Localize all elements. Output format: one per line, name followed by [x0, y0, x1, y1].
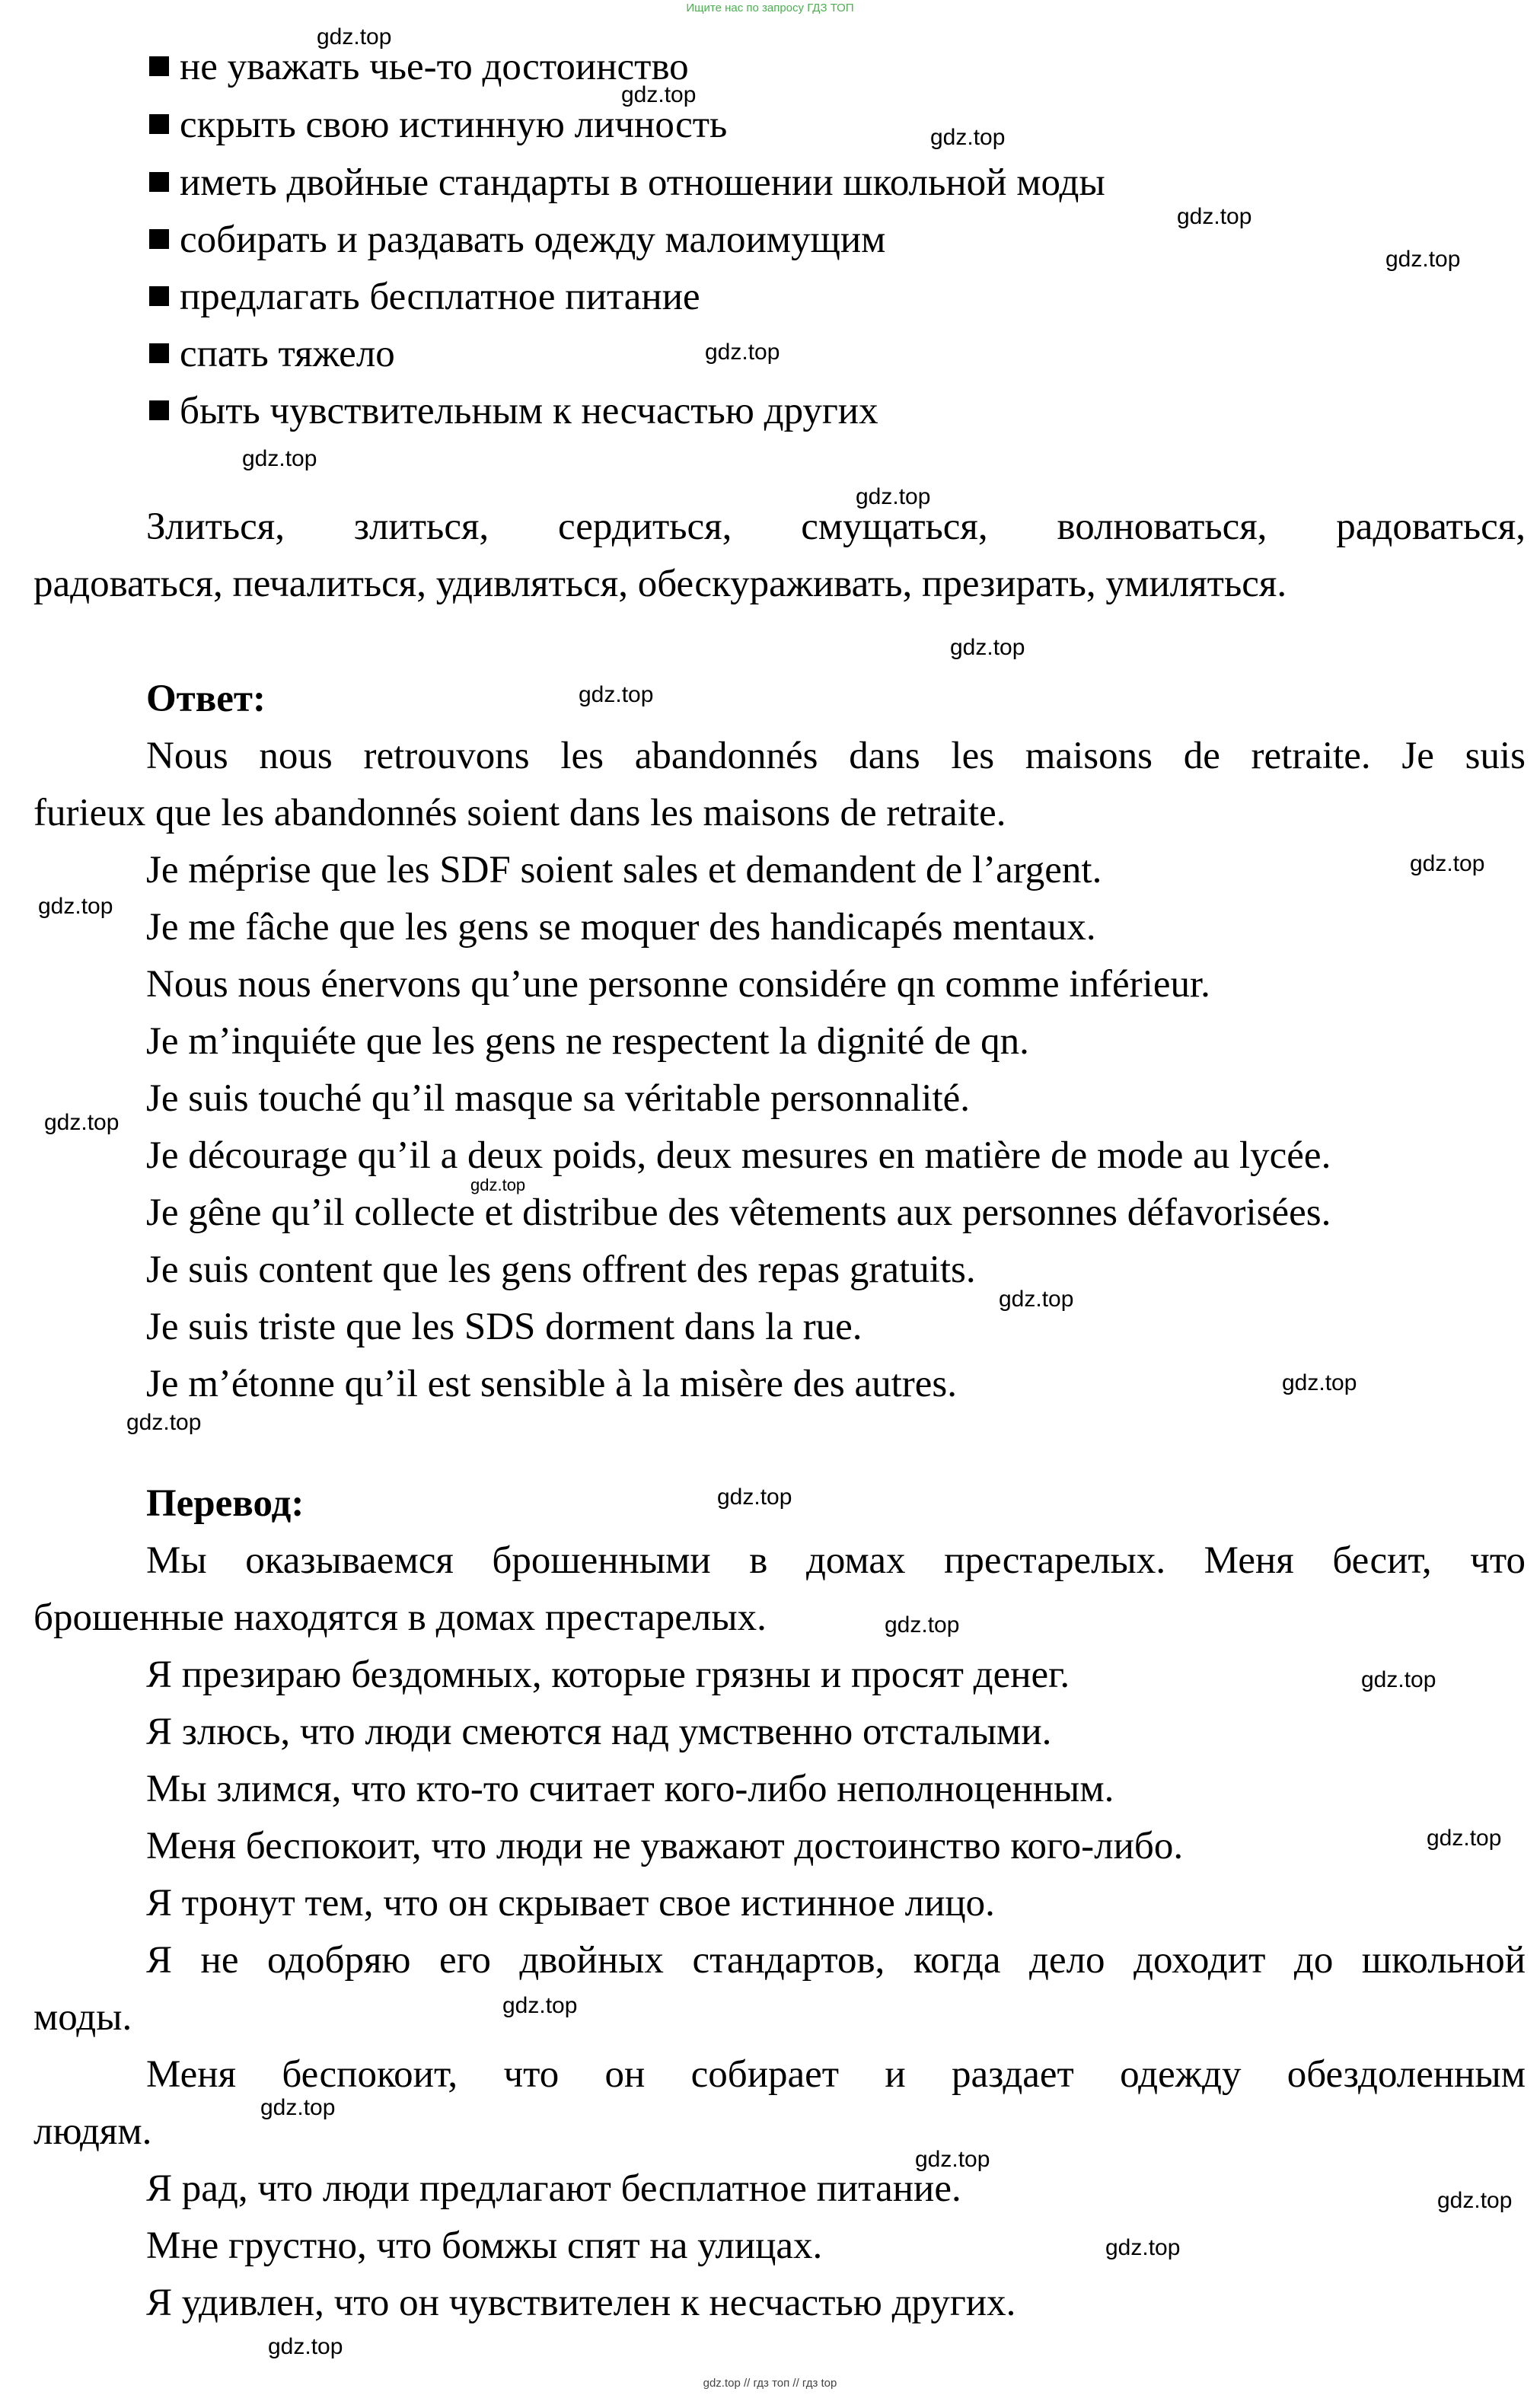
translation-paragraph-line: людям. [33, 2110, 152, 2153]
bullet-item: собирать и раздавать одежду малоимущим [149, 217, 885, 263]
answer-line: Je suis touché qu’il masque sa véritable personnalité. [146, 1077, 971, 1120]
square-bullet-icon [149, 343, 169, 363]
answer-line: Je gêne qu’il collecte et distribue des vêtements aux personnes défavorisées. [146, 1191, 1331, 1234]
watermark: gdz.top [621, 82, 697, 107]
answer-line: Je décourage qu’il a deux poids, deux mesures en matière de mode au lycée. [146, 1134, 1331, 1177]
footer-link[interactable]: gdz.top // гдз топ // гдз top [703, 2377, 837, 2390]
translation-line: Мне грустно, что бомжы спят на улицах. [146, 2224, 823, 2267]
square-bullet-icon [149, 172, 169, 192]
watermark: gdz.top [705, 340, 780, 365]
bullet-item: спать тяжело [149, 331, 395, 377]
watermark: gdz.top [930, 125, 1006, 150]
answer-line: Je m’étonne qu’il est sensible à la misère des autres. [146, 1363, 957, 1405]
watermark: gdz.top [1437, 2188, 1513, 2213]
bullet-item: предлагать бесплатное питание [149, 274, 700, 320]
watermark: gdz.top [242, 446, 317, 471]
watermark: gdz.top [1105, 2235, 1181, 2260]
watermark: gdz.top [502, 1993, 578, 2018]
translation-paragraph-line: Я не одобряю его двойных стандартов, когда дело доходит до школьной [146, 1939, 1526, 1982]
watermark: gdz.top [950, 635, 1025, 660]
square-bullet-icon [149, 286, 169, 306]
watermark: gdz.top [915, 2147, 990, 2172]
answer-line: Je me fâche que les gens se moquer des handicapés mentaux. [146, 906, 1096, 949]
square-bullet-icon [149, 56, 169, 76]
translation-line: Я удивлен, что он чувствителен к несчастью других. [146, 2282, 1016, 2324]
bullet-item: иметь двойные стандарты в отношении школьной моды [149, 160, 1105, 206]
watermark: gdz.top [1177, 204, 1252, 229]
translation-line: Я тронут тем, что он скрывает свое истинное лицо. [146, 1882, 995, 1925]
bullet-item: не уважать чье-то достоинство [149, 44, 689, 90]
watermark: gdz.top [1427, 1826, 1502, 1851]
translation-paragraph-line: Меня беспокоит, что он собирает и раздает одежду обездоленным [146, 2053, 1526, 2096]
watermark: gdz.top [1282, 1370, 1357, 1395]
square-bullet-icon [149, 400, 169, 420]
watermark: gdz.top [44, 1110, 120, 1135]
watermark: gdz.top [1361, 1667, 1436, 1692]
watermark: gdz.top [317, 24, 392, 49]
watermark: gdz.top [1385, 247, 1461, 272]
translation-line: Меня беспокоит, что люди не уважают достоинство кого-либо. [146, 1825, 1184, 1867]
translation-paragraph-line: моды. [33, 1996, 132, 2039]
watermark: gdz.top [856, 484, 931, 509]
watermark: gdz.top [717, 1485, 792, 1510]
verbs-paragraph-line: радоваться, печалиться, удивляться, обескураживать, презирать, умиляться. [33, 563, 1287, 605]
watermark: gdz.top [470, 1175, 526, 1194]
answer-heading: Ответ: [146, 678, 266, 720]
bullet-item: быть чувствительным к несчастью других [149, 388, 878, 434]
answer-line: Nous nous énervons qu’une personne considére qn comme inférieur. [146, 963, 1210, 1006]
square-bullet-icon [149, 229, 169, 249]
answer-line: Je suis triste que les SDS dorment dans la rue. [146, 1306, 862, 1348]
watermark: gdz.top [126, 1410, 202, 1435]
translation-line: Мы злимся, что кто-то считает кого-либо неполноценным. [146, 1768, 1114, 1810]
answer-paragraph-line: furieux que les abandonnés soient dans les maisons de retraite. [33, 792, 1006, 834]
watermark: gdz.top [579, 682, 654, 707]
translation-line: Я рад, что люди предлагают бесплатное питание. [146, 2167, 961, 2210]
answer-line: Je suis content que les gens offrent des repas gratuits. [146, 1249, 976, 1291]
translation-paragraph-line: брошенные находятся в домах престарелых. [33, 1596, 767, 1639]
watermark: gdz.top [885, 1612, 960, 1638]
watermark: gdz.top [268, 2334, 343, 2359]
translation-line: Я злюсь, что люди смеются над умственно отсталыми. [146, 1711, 1052, 1753]
watermark: gdz.top [999, 1287, 1074, 1312]
watermark: gdz.top [260, 2095, 336, 2120]
watermark: gdz.top [38, 894, 113, 919]
answer-paragraph-line: Nous nous retrouvons les abandonnés dans les maisons de retraite. Je suis [146, 735, 1526, 777]
answer-line: Je méprise que les SDF soient sales et demandent de l’argent. [146, 849, 1102, 891]
bullet-item: скрыть свою истинную личность [149, 102, 727, 148]
watermark: gdz.top [1410, 851, 1485, 876]
verbs-paragraph-line: Злиться, злиться, сердиться, смущаться, волноваться, радоваться, [146, 505, 1526, 548]
translation-line: Я презираю бездомных, которые грязны и просят денег. [146, 1654, 1070, 1696]
translation-paragraph-line: Мы оказываемся брошенными в домах престарелых. Меня бесит, что [146, 1539, 1526, 1582]
square-bullet-icon [149, 114, 169, 134]
top-banner[interactable]: Ищите нас по запросу ГДЗ ТОП [686, 2, 854, 14]
translation-heading: Перевод: [146, 1482, 304, 1525]
answer-line: Je m’inquiéte que les gens ne respectent la dignité de qn. [146, 1020, 1029, 1063]
